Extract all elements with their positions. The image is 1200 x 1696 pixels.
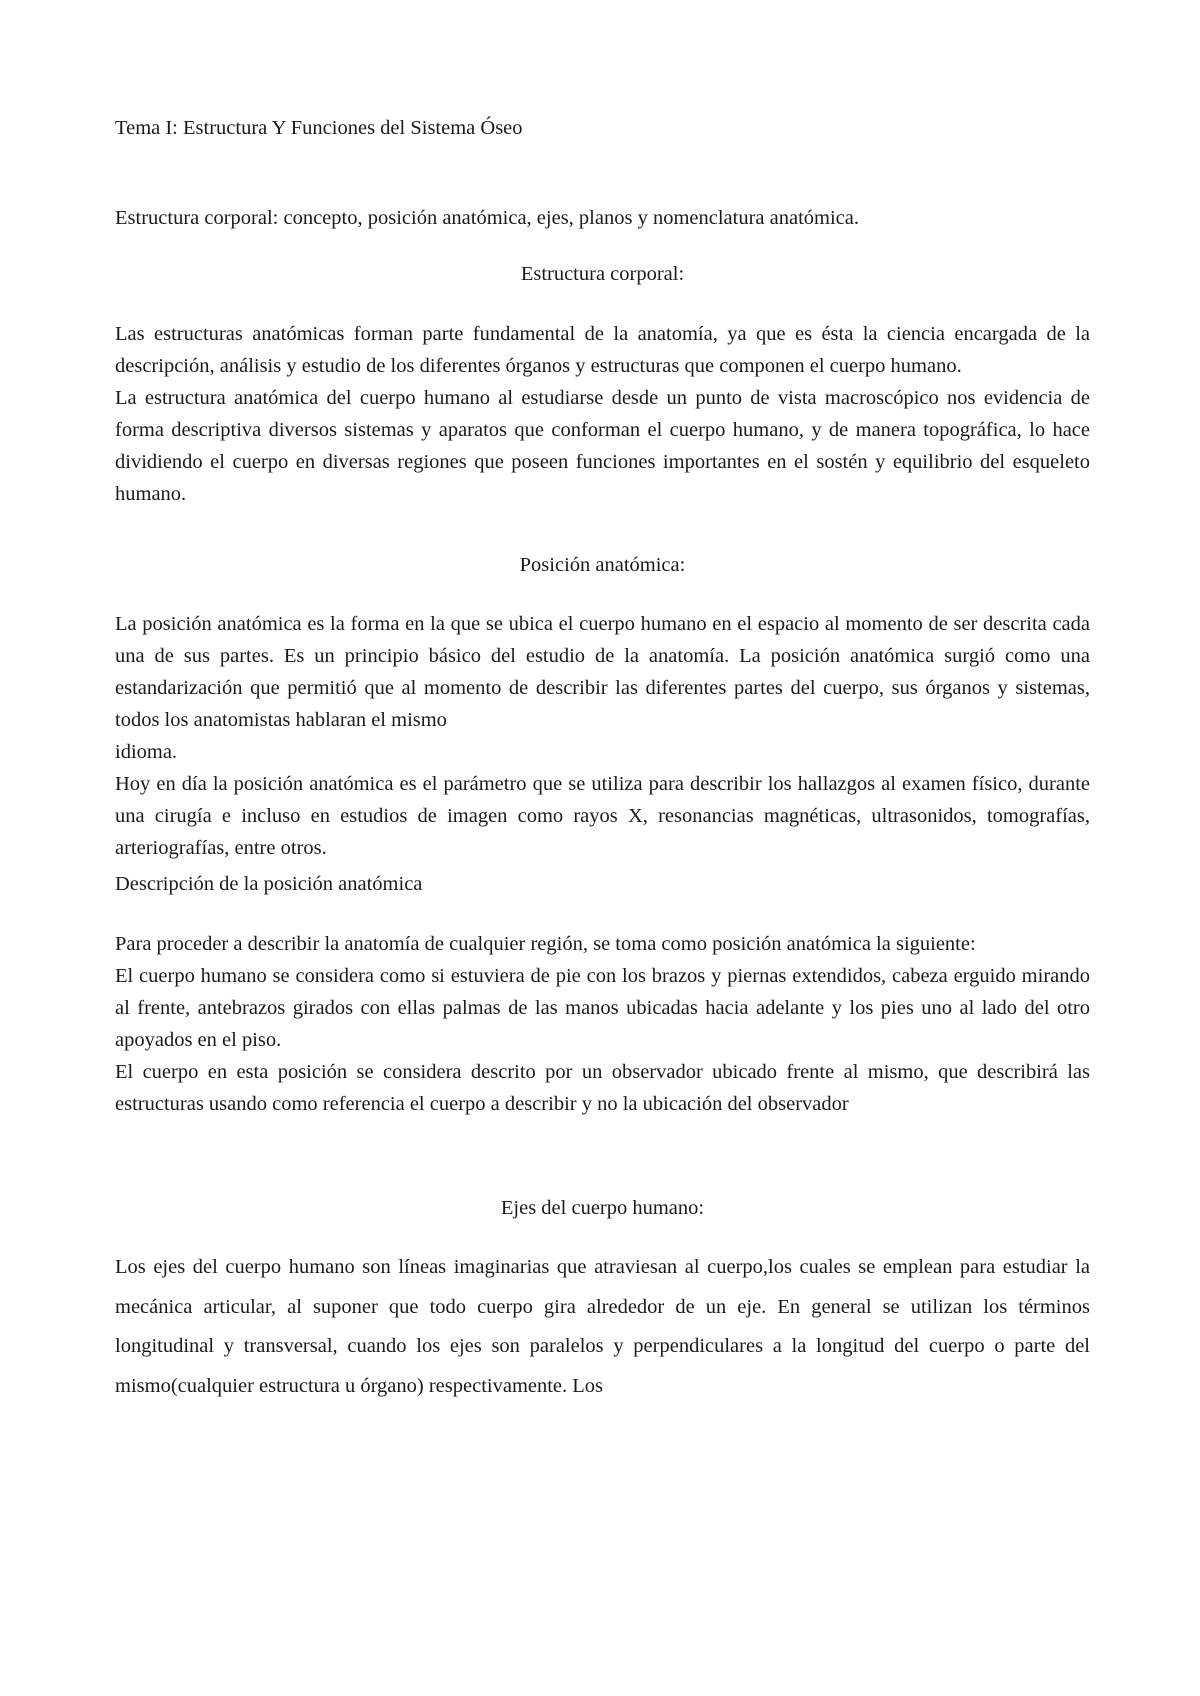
- paragraph: Hoy en día la posición anatómica es el parámetro que se utiliza para describir los hallazgos al examen físico, durante una cirugía e incluso en estudios de imagen como rayos X, resonancias magnéticas, ultrasonidos, tomografías, arteriografías, entre otros.: [115, 773, 1090, 859]
- paragraph: La estructura anatómica del cuerpo humano al estudiarse desde un punto de vista macroscópico nos evidencia de forma descriptiva diversos sistemas y aparatos que conforman el cuerpo humano, y de manera topográfica, lo hace dividiendo el cuerpo en diversas regiones que poseen funciones importantes en el sostén y equilibrio del esqueleto humano.: [115, 387, 1090, 505]
- paragraph: El cuerpo en esta posición se considera descrito por un observador ubicado frente al mismo, que describirá las estructuras usando como referencia el cuerpo a describir y no la ubicación del observador: [115, 1061, 1090, 1115]
- paragraph: La posición anatómica es la forma en la que se ubica el cuerpo humano en el espacio al momento de ser descrita cada una de sus partes. Es un principio básico del estudio de la anatomía. La posición anatómica surgió como una estandarización que permitió que al momento de describir las diferentes partes del cuerpo, sus órganos y sistemas, todos los anatomistas hablaran el mismo: [115, 613, 1090, 731]
- paragraph: El cuerpo humano se considera como si estuviera de pie con los brazos y piernas extendidos, cabeza erguido mirando al frente, antebrazos girados con ellas palmas de las manos ubicadas hacia adelante y los pies uno al lado del otro apoyados en el piso.: [115, 965, 1090, 1051]
- paragraph: Para proceder a describir la anatomía de cualquier región, se toma como posición anatómica la siguiente:: [115, 933, 976, 955]
- section-heading-ejes: Ejes del cuerpo humano:: [500, 1197, 705, 1219]
- section-descripcion: [115, 928, 1090, 1120]
- section-estructura: [115, 318, 1090, 510]
- section-ejes: [115, 1248, 1090, 1406]
- section-heading-posicion: Posición anatómica:: [519, 554, 686, 576]
- paragraph-tail: idioma.: [115, 741, 178, 763]
- section-heading-descripcion: Descripción de la posición anatómica: [115, 873, 423, 895]
- paragraph: Las estructuras anatómicas forman parte fundamental de la anatomía, ya que es ésta la ciencia encargada de la descripción, análisis y estudio de los diferentes órganos y estructuras que componen el cuerpo humano.: [115, 323, 1090, 377]
- section-heading-estructura: Estructura corporal:: [520, 263, 685, 285]
- paragraph: Los ejes del cuerpo humano son líneas imaginarias que atraviesan al cuerpo,los cuales se emplean para estudiar la mecánica articular, al suponer que todo cuerpo gira alrededor de un eje. En general se utilizan los términos longitudinal y transversal, cuando los ejes son paralelos y perpendiculares a la longitud del cuerpo o parte del mismo(cualquier estructura u órgano) respectivamente. Los: [115, 1256, 1090, 1397]
- section-posicion: [115, 608, 1090, 864]
- document-title: Tema I: Estructura Y Funciones del Sistema Óseo: [115, 117, 523, 139]
- document-subtitle: Estructura corporal: concepto, posición anatómica, ejes, planos y nomenclatura anatómica.: [115, 207, 859, 229]
